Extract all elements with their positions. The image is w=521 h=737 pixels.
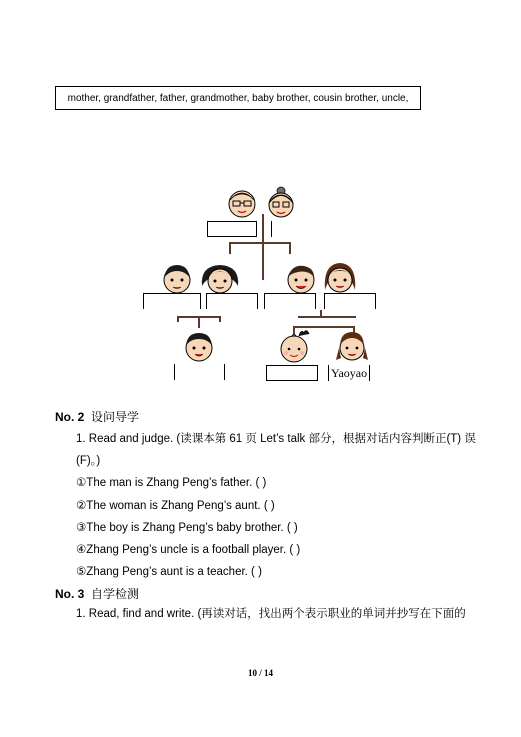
tree-connector — [229, 242, 291, 244]
zhang-peng-answer-blank[interactable] — [174, 364, 225, 380]
judge-item-4: ④Zhang Peng’s uncle is a football player. ( ) — [76, 544, 301, 556]
judge-item-2: ②The woman is Zhang Peng’s aunt. ( ) — [76, 500, 275, 512]
judge-item-1: ①The man is Zhang Peng’s father. ( ) — [76, 477, 267, 489]
tree-connector — [298, 316, 356, 318]
grandfather-face-icon — [225, 186, 259, 220]
uncle-face-icon — [284, 262, 318, 296]
tree-connector — [320, 310, 322, 318]
section-no2-title: 设问导学 — [91, 410, 140, 424]
section-no2-number: No. 2 — [55, 410, 85, 424]
tree-connector — [219, 316, 221, 322]
no2-task1-text: 1. Read and judge. (读课本第 61 页 Let’s talk 部分，根据对话内容判断正(T) 误(F)。) — [76, 433, 476, 467]
tree-connector — [289, 242, 291, 254]
section-no3-title: 自学检测 — [91, 587, 140, 601]
aunt-answer-blank[interactable] — [324, 293, 376, 309]
hair-tuft-icon — [298, 328, 310, 338]
grandmother-face-icon — [264, 186, 298, 220]
judge-item-3: ③The boy is Zhang Peng’s baby brother. ( ) — [76, 522, 298, 534]
mother-answer-blank[interactable] — [206, 293, 258, 309]
tree-connector — [177, 316, 179, 322]
yaoyao-label: Yaoyao — [328, 365, 370, 381]
father-face-icon — [160, 262, 194, 296]
no3-task1-text: 1. Read, find and write. (再读对话，找出两个表示职业的单词并抄写在下面的 — [76, 608, 466, 620]
zhang-peng-face-icon — [182, 330, 216, 364]
mother-face-icon — [200, 262, 240, 296]
section-no3-number: No. 3 — [55, 587, 85, 601]
tree-connector — [198, 316, 200, 328]
tree-connector — [262, 214, 264, 280]
father-answer-blank[interactable] — [143, 293, 201, 309]
page-number: 10 / 14 — [247, 668, 273, 678]
grandparent-answer-blank[interactable] — [207, 221, 257, 237]
judge-item-5: ⑤Zhang Peng’s aunt is a teacher. ( ) — [76, 566, 262, 578]
uncle-answer-blank[interactable] — [264, 293, 316, 309]
aunt-face-icon — [322, 260, 358, 296]
section-no2-heading — [55, 408, 139, 425]
word-bank-box: mother, grandfather, father, grandmother, baby brother, cousin brother, uncle, — [55, 86, 421, 110]
section-no3-heading — [55, 585, 139, 602]
baby-brother-answer-blank[interactable] — [266, 365, 318, 381]
tree-connector — [229, 242, 231, 254]
yaoyao-face-icon — [333, 328, 371, 366]
